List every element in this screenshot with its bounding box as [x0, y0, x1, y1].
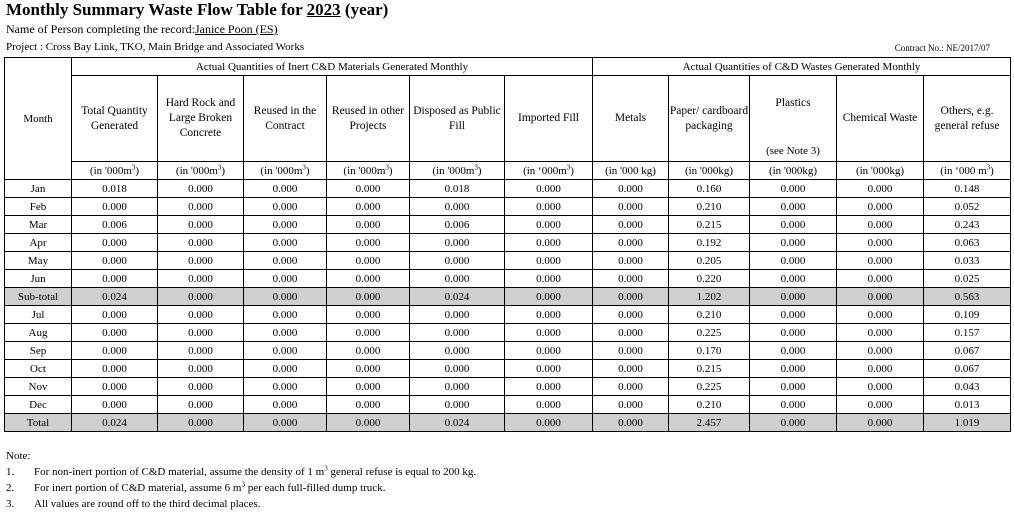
- value-cell: 0.000: [327, 180, 410, 198]
- value-cell: 0.000: [837, 306, 924, 324]
- project-name: Project : Cross Bay Link, TKO, Main Bridge and Associated Works: [6, 41, 305, 53]
- table-row: [5, 198, 1011, 216]
- month-cell: Dec: [5, 396, 72, 414]
- value-cell: 0.000: [244, 306, 327, 324]
- value-cell: 0.205: [669, 252, 750, 270]
- value-cell: 0.000: [837, 234, 924, 252]
- value-cell: 0.000: [244, 252, 327, 270]
- value-cell: 0.000: [327, 288, 410, 306]
- value-cell: 0.220: [669, 270, 750, 288]
- month-cell: Sub-total: [5, 288, 72, 306]
- value-cell: 0.000: [158, 216, 244, 234]
- column-unit: (in '000 kg): [593, 162, 669, 180]
- value-cell: 0.024: [410, 288, 505, 306]
- value-cell: 0.000: [244, 198, 327, 216]
- month-cell: Sep: [5, 342, 72, 360]
- group-header-inert: Actual Quantities of Inert C&D Materials Generated Monthly: [72, 58, 593, 76]
- month-header: Month: [5, 58, 72, 180]
- value-cell: 0.000: [327, 252, 410, 270]
- value-cell: 0.000: [244, 234, 327, 252]
- column-header-label: Paper/ cardboard packaging: [669, 104, 749, 132]
- value-cell: 0.000: [410, 234, 505, 252]
- value-cell: 0.000: [244, 342, 327, 360]
- month-cell: Mar: [5, 216, 72, 234]
- table-row: [5, 324, 1011, 342]
- value-cell: 0.000: [72, 198, 158, 216]
- value-cell: 0.000: [158, 342, 244, 360]
- column-header-label: Total Quantity Generated: [81, 104, 148, 132]
- value-cell: 0.000: [837, 414, 924, 432]
- value-cell: 0.210: [669, 396, 750, 414]
- note-item: 2. For inert portion of C&D material, assume 6 $m^3$ per each full-filled dump truck.: [6, 480, 386, 494]
- value-cell: 0.018: [410, 180, 505, 198]
- value-cell: 0.000: [158, 414, 244, 432]
- value-cell: 0.024: [410, 414, 505, 432]
- report-year: 2023: [306, 0, 341, 19]
- column-unit: (in '$000m^3$): [327, 162, 410, 180]
- value-cell: 0.000: [505, 360, 593, 378]
- value-cell: 0.000: [72, 270, 158, 288]
- value-cell: 0.000: [505, 288, 593, 306]
- month-cell: Nov: [5, 378, 72, 396]
- table-row: [5, 360, 1011, 378]
- value-cell: 0.000: [505, 342, 593, 360]
- value-cell: 0.000: [593, 216, 669, 234]
- value-cell: 0.000: [505, 414, 593, 432]
- value-cell: 0.000: [593, 288, 669, 306]
- value-cell: 0.000: [158, 360, 244, 378]
- value-cell: 0.170: [669, 342, 750, 360]
- column-header-label: Disposed as Public Fill: [413, 104, 501, 132]
- column-unit: (in '000kg): [750, 162, 837, 180]
- value-cell: 0.024: [72, 414, 158, 432]
- column-unit: (in '$000m^3$): [72, 162, 158, 180]
- value-cell: 0.000: [327, 360, 410, 378]
- value-cell: 0.000: [72, 360, 158, 378]
- value-cell: 0.000: [244, 216, 327, 234]
- value-cell: 0.225: [669, 324, 750, 342]
- person-line: Name of Person completing the record:Janice Poon (ES): [6, 22, 325, 37]
- value-cell: 0.000: [327, 216, 410, 234]
- value-cell: 0.563: [924, 288, 1011, 306]
- value-cell: 0.000: [837, 360, 924, 378]
- value-cell: 0.000: [505, 180, 593, 198]
- value-cell: 0.000: [410, 270, 505, 288]
- column-header-label: Hard Rock and Large Broken Concrete: [165, 97, 236, 139]
- value-cell: 0.225: [669, 378, 750, 396]
- value-cell: 0.000: [593, 234, 669, 252]
- value-cell: 0.000: [505, 396, 593, 414]
- value-cell: 0.000: [593, 324, 669, 342]
- value-cell: 0.000: [72, 378, 158, 396]
- value-cell: 0.000: [750, 324, 837, 342]
- column-header: [244, 76, 327, 162]
- value-cell: 0.000: [72, 252, 158, 270]
- value-cell: 0.025: [924, 270, 1011, 288]
- value-cell: 0.000: [244, 378, 327, 396]
- value-cell: 0.000: [505, 270, 593, 288]
- value-cell: 0.000: [750, 234, 837, 252]
- value-cell: 0.006: [410, 216, 505, 234]
- value-cell: 0.243: [924, 216, 1011, 234]
- month-cell: Apr: [5, 234, 72, 252]
- column-header: [158, 76, 244, 162]
- note-item: 1. For non-inert portion of C&D material, assume the density of 1 $m^3$ general refuse is equal to 200 kg.: [6, 464, 477, 478]
- value-cell: 0.000: [750, 378, 837, 396]
- value-cell: 0.000: [72, 396, 158, 414]
- value-cell: 0.000: [593, 396, 669, 414]
- value-cell: 0.000: [410, 198, 505, 216]
- month-cell: Oct: [5, 360, 72, 378]
- value-cell: 0.000: [244, 324, 327, 342]
- value-cell: 0.000: [410, 342, 505, 360]
- column-unit: (in '$000m^3$): [410, 162, 505, 180]
- value-cell: 0.000: [72, 306, 158, 324]
- table-row: [5, 180, 1011, 198]
- value-cell: 0.000: [837, 324, 924, 342]
- value-cell: 0.000: [593, 198, 669, 216]
- value-cell: 0.000: [72, 342, 158, 360]
- value-cell: 0.000: [410, 378, 505, 396]
- value-cell: 0.000: [327, 306, 410, 324]
- table-row: [5, 252, 1011, 270]
- table-row: [5, 234, 1011, 252]
- value-cell: 0.000: [505, 324, 593, 342]
- month-cell: Jun: [5, 270, 72, 288]
- value-cell: 0.000: [72, 324, 158, 342]
- column-header-label: Imported Fill: [517, 112, 579, 124]
- value-cell: 0.000: [837, 396, 924, 414]
- value-cell: 0.000: [750, 342, 837, 360]
- value-cell: 0.000: [158, 288, 244, 306]
- value-cell: 0.067: [924, 342, 1011, 360]
- column-header-label: Plastics: [775, 97, 811, 109]
- value-cell: 0.000: [327, 234, 410, 252]
- value-cell: 0.000: [837, 342, 924, 360]
- column-unit: (in ‘000 $m^3$): [924, 162, 1011, 180]
- value-cell: 0.024: [72, 288, 158, 306]
- column-header: [924, 76, 1011, 162]
- table-row: [5, 216, 1011, 234]
- value-cell: 0.000: [410, 324, 505, 342]
- value-cell: 0.033: [924, 252, 1011, 270]
- value-cell: 0.000: [837, 198, 924, 216]
- value-cell: 0.000: [158, 180, 244, 198]
- value-cell: 0.210: [669, 306, 750, 324]
- value-cell: 0.000: [244, 360, 327, 378]
- value-cell: 0.000: [505, 216, 593, 234]
- column-header: [750, 76, 837, 162]
- column-header: [505, 76, 593, 162]
- waste-flow-table: [4, 57, 1011, 432]
- table-row: [5, 306, 1011, 324]
- value-cell: 0.000: [505, 252, 593, 270]
- column-header: [410, 76, 505, 162]
- value-cell: 0.000: [837, 180, 924, 198]
- value-cell: 0.000: [158, 306, 244, 324]
- value-cell: 0.000: [327, 324, 410, 342]
- value-cell: 0.000: [158, 198, 244, 216]
- table-row: [5, 378, 1011, 396]
- value-cell: 0.109: [924, 306, 1011, 324]
- value-cell: 0.000: [158, 378, 244, 396]
- column-header-label: Metals: [614, 112, 647, 124]
- value-cell: 0.013: [924, 396, 1011, 414]
- value-cell: 0.000: [750, 180, 837, 198]
- value-cell: 0.000: [158, 396, 244, 414]
- value-cell: 0.000: [593, 414, 669, 432]
- value-cell: 0.000: [593, 252, 669, 270]
- column-header-label: Others, e.g. general refuse: [934, 104, 1000, 132]
- value-cell: 2.457: [669, 414, 750, 432]
- table-row: [5, 396, 1011, 414]
- column-header-label: Reused in the Contract: [253, 104, 317, 132]
- group-header-wastes: Actual Quantities of C&D Wastes Generated Monthly: [593, 58, 1011, 76]
- value-cell: 0.000: [158, 234, 244, 252]
- value-cell: 0.215: [669, 360, 750, 378]
- column-header: [72, 76, 158, 162]
- value-cell: 0.000: [750, 252, 837, 270]
- value-cell: 0.157: [924, 324, 1011, 342]
- value-cell: 0.000: [410, 252, 505, 270]
- value-cell: 0.000: [750, 360, 837, 378]
- value-cell: 0.006: [72, 216, 158, 234]
- month-cell: May: [5, 252, 72, 270]
- value-cell: 0.160: [669, 180, 750, 198]
- value-cell: 0.000: [837, 378, 924, 396]
- column-unit: (in '$000m^3$): [158, 162, 244, 180]
- value-cell: 0.000: [327, 198, 410, 216]
- value-cell: 0.052: [924, 198, 1011, 216]
- contract-number: Contract No.: NE/2017/07: [894, 43, 990, 53]
- value-cell: 0.148: [924, 180, 1011, 198]
- notes-heading: Note:: [6, 450, 31, 462]
- table-row: [5, 270, 1011, 288]
- value-cell: 0.000: [750, 396, 837, 414]
- value-cell: 0.000: [410, 306, 505, 324]
- month-cell: Feb: [5, 198, 72, 216]
- value-cell: 0.000: [837, 216, 924, 234]
- month-cell: Aug: [5, 324, 72, 342]
- value-cell: 0.000: [837, 252, 924, 270]
- value-cell: 0.000: [327, 378, 410, 396]
- table-row: [5, 342, 1011, 360]
- value-cell: 0.000: [327, 414, 410, 432]
- column-header: [837, 76, 924, 162]
- value-cell: 0.210: [669, 198, 750, 216]
- value-cell: 0.000: [410, 396, 505, 414]
- value-cell: 0.000: [593, 378, 669, 396]
- column-unit: (in '000kg): [837, 162, 924, 180]
- value-cell: 0.000: [837, 270, 924, 288]
- value-cell: 0.000: [750, 306, 837, 324]
- value-cell: 0.000: [327, 396, 410, 414]
- value-cell: 0.000: [505, 198, 593, 216]
- value-cell: 0.000: [244, 270, 327, 288]
- value-cell: 1.202: [669, 288, 750, 306]
- value-cell: 0.000: [244, 180, 327, 198]
- value-cell: 0.063: [924, 234, 1011, 252]
- value-cell: 0.215: [669, 216, 750, 234]
- value-cell: 0.000: [158, 270, 244, 288]
- note-item: 3. All values are round off to the third decimal places.: [6, 498, 261, 510]
- month-cell: Total: [5, 414, 72, 432]
- value-cell: 0.000: [750, 270, 837, 288]
- column-header-note: (see Note 3): [766, 145, 820, 157]
- value-cell: 0.000: [593, 270, 669, 288]
- value-cell: 0.000: [750, 198, 837, 216]
- value-cell: 0.000: [593, 180, 669, 198]
- value-cell: 0.000: [505, 234, 593, 252]
- value-cell: 0.000: [327, 270, 410, 288]
- page-title: Monthly Summary Waste Flow Table for 2023 (year): [6, 0, 389, 19]
- value-cell: 0.000: [244, 414, 327, 432]
- column-header: [327, 76, 410, 162]
- value-cell: 0.000: [750, 288, 837, 306]
- value-cell: 0.067: [924, 360, 1011, 378]
- column-header: [593, 76, 669, 162]
- column-unit: (in ‘$000m^3$): [505, 162, 593, 180]
- value-cell: 0.000: [750, 414, 837, 432]
- value-cell: 1.019: [924, 414, 1011, 432]
- value-cell: 0.000: [410, 360, 505, 378]
- value-cell: 0.000: [327, 342, 410, 360]
- value-cell: 0.192: [669, 234, 750, 252]
- table-row: [5, 414, 1011, 432]
- value-cell: 0.000: [505, 378, 593, 396]
- value-cell: 0.000: [158, 252, 244, 270]
- value-cell: 0.000: [593, 342, 669, 360]
- value-cell: 0.000: [593, 306, 669, 324]
- column-header-label: Chemical Waste: [842, 112, 918, 124]
- column-header: [669, 76, 750, 162]
- value-cell: 0.000: [158, 324, 244, 342]
- value-cell: 0.000: [505, 306, 593, 324]
- month-cell: Jul: [5, 306, 72, 324]
- column-unit: (in '$000m^3$): [244, 162, 327, 180]
- value-cell: 0.043: [924, 378, 1011, 396]
- notes: [6, 448, 476, 512]
- value-cell: 0.000: [750, 216, 837, 234]
- value-cell: 0.000: [593, 360, 669, 378]
- column-header-label: Reused in other Projects: [331, 104, 405, 132]
- person-name: Janice Poon (ES): [194, 22, 278, 36]
- value-cell: 0.000: [837, 288, 924, 306]
- value-cell: 0.000: [244, 288, 327, 306]
- value-cell: 0.000: [244, 396, 327, 414]
- value-cell: 0.000: [72, 234, 158, 252]
- column-unit: (in '000kg): [669, 162, 750, 180]
- table-row: [5, 288, 1011, 306]
- value-cell: 0.018: [72, 180, 158, 198]
- month-cell: Jan: [5, 180, 72, 198]
